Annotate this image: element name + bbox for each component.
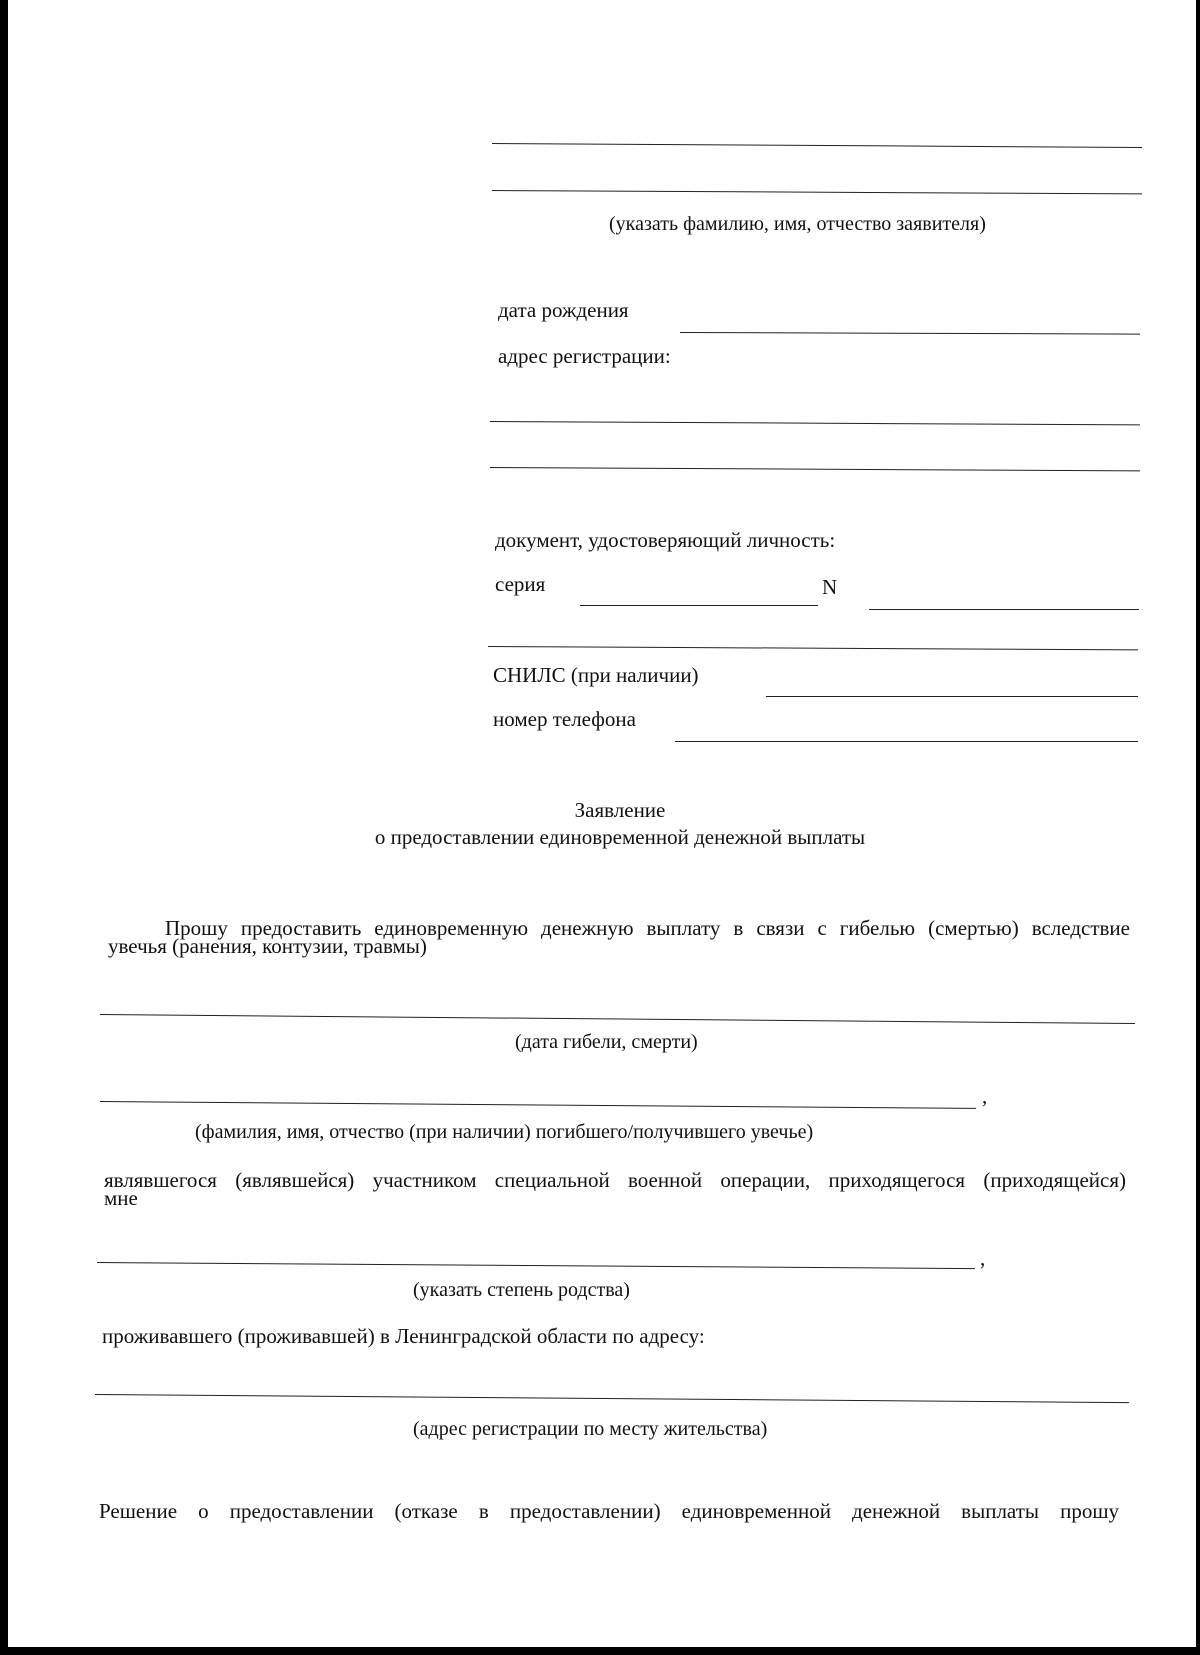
birth-date-line[interactable] xyxy=(680,332,1140,335)
document-title: Заявление xyxy=(574,798,666,822)
snils-line[interactable] xyxy=(766,696,1138,697)
participant-text-line-1: являвшегося (являвшейся) участником специальной военной операции, приходящегося (приходящейся) xyxy=(104,1168,1126,1192)
applicant-fio-hint: (указать фамилию, имя, отчество заявителя) xyxy=(609,213,986,235)
applicant-fio-line-1[interactable] xyxy=(492,143,1142,148)
lived-text: проживавшего (проживавшей) в Ленинградской области по адресу: xyxy=(102,1324,705,1348)
reg-address-line-2[interactable] xyxy=(490,467,1140,471)
kinship-comma: , xyxy=(980,1246,986,1270)
snils-label: СНИЛС (при наличии) xyxy=(493,663,699,687)
request-text-line-1: Прошу предоставить единовременную денежную выплату в связи с гибелью (смертью) вследствие xyxy=(165,916,1130,940)
phone-label: номер телефона xyxy=(493,707,636,731)
residence-address-hint: (адрес регистрации по месту жительства) xyxy=(413,1418,768,1440)
residence-address-line[interactable] xyxy=(95,1394,1129,1403)
deceased-comma: , xyxy=(982,1084,988,1108)
series-line[interactable] xyxy=(580,605,818,606)
id-document-label: документ, удостоверяющий личность: xyxy=(495,528,836,552)
id-document-line[interactable] xyxy=(488,646,1138,650)
reg-address-label: адрес регистрации: xyxy=(498,344,671,368)
number-line[interactable] xyxy=(869,609,1139,610)
phone-line[interactable] xyxy=(675,741,1138,742)
deceased-fio-hint: (фамилия, имя, отчество (при наличии) погибшего/получившего увечье) xyxy=(195,1121,814,1143)
decision-text: Решение о предоставлении (отказе в предоставлении) единовременной денежной выплаты прошу xyxy=(99,1499,1119,1523)
birth-date-label: дата рождения xyxy=(498,298,629,322)
applicant-fio-line-2[interactable] xyxy=(492,190,1142,194)
scan-edge-bottom xyxy=(0,1647,1200,1655)
request-text-line-2: увечья (ранения, контузии, травмы) xyxy=(108,934,427,958)
number-label: N xyxy=(822,575,838,599)
participant-text-line-2: мне xyxy=(104,1186,138,1210)
kinship-hint: (указать степень родства) xyxy=(413,1279,630,1301)
death-date-line[interactable] xyxy=(100,1014,1135,1024)
reg-address-line-1[interactable] xyxy=(490,421,1140,425)
deceased-fio-line[interactable] xyxy=(100,1101,976,1109)
series-label: серия xyxy=(495,572,546,596)
kinship-line[interactable] xyxy=(97,1262,975,1269)
death-date-hint: (дата гибели, смерти) xyxy=(515,1031,698,1053)
document-subtitle: о предоставлении единовременной денежной выплаты xyxy=(374,825,866,849)
